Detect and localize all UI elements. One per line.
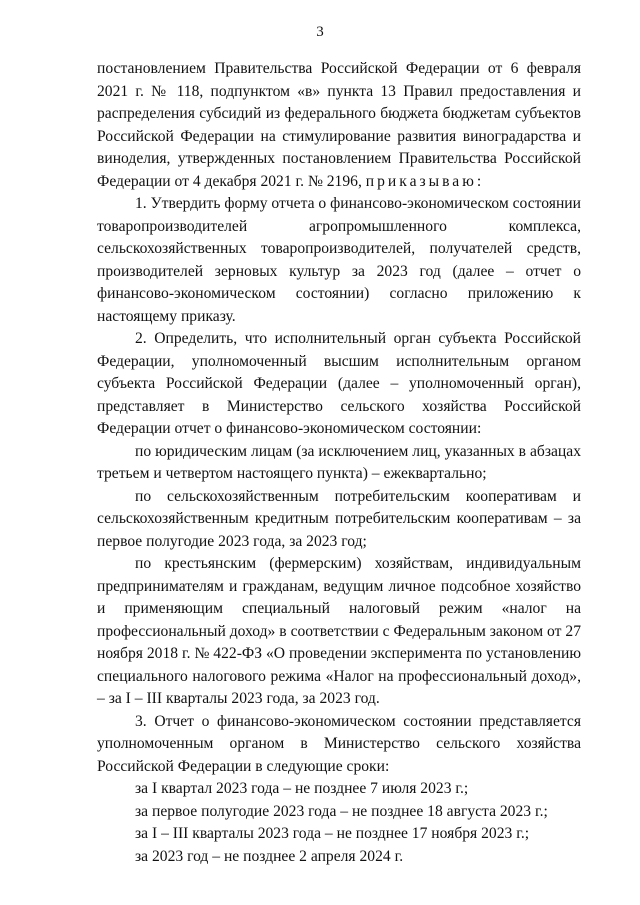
item-2-legal-entities: по юридическим лицам (за исключением лиц, указанных в абзацах третьем и четвертом настоящего пункта) – ежеквартально; — [97, 442, 581, 482]
item-2-cooperatives: по сельскохозяйственным потребительским кооперативам и сельскохозяйственным кредитным потребительским кооперативам – за первое полугодие 2023 года, за 2023 год; — [97, 487, 581, 550]
item-2-farms: по крестьянским (фермерским) хозяйствам, индивидуальным предпринимателям и гражданам, ведущим личное подсобное хозяйство и применяющим специальный налоговый режим «налог на профессиональный доход» в соответствии с Федеральным законом от 27 ноября 2018 г. № 422-ФЗ «О проведении эксперимента по установлению специального налогового режима «Налог на профессиональный доход», – за I – III кварталы 2023 года, за 2023 год. — [97, 555, 581, 707]
intro-text: постановлением Правительства Российской Федерации от 6 февраля 2021 г. № 118, подпунктом «в» пункта 13 Правил предоставления и распределения субсидий из федерального бюджета бюджетам субъектов Российской Федерации на стимулирование развития виноградарства и виноделия, утвержденных постановлением Правительства Российской Федерации от 4 декабря 2021 г. № 2196, — [97, 60, 581, 190]
deadline-q1-q3: за I – III кварталы 2023 года – не позднее 17 ноября 2023 г.; — [135, 825, 530, 842]
item-2-paragraph: 2. Определить, что исполнительный орган субъекта Российской Федерации, уполномоченный высшим исполнительным органом субъекта Российской Федерации (далее – уполномоченный орган), представляет в Министерство сельского хозяйства Российской Федерации отчет о финансово-экономическом состоянии: — [97, 330, 581, 437]
item-1-paragraph: 1. Утвердить форму отчета о финансово-экономическом состоянии товаропроизводителей агропромышленного комплекса, сельскохозяйственных товаропроизводителей, получателей средств, производителей зерновых культур за 2023 год (далее – отчет о финансово-экономическом состоянии) согласно приложению к настоящему приказу. — [97, 195, 581, 325]
deadline-q1: за I квартал 2023 года – не позднее 7 июля 2023 г.; — [135, 780, 469, 797]
order-word: приказываю: — [365, 172, 485, 190]
document-body — [97, 58, 581, 868]
item-3-paragraph: 3. Отчет о финансово-экономическом состоянии представляется уполномоченным органом в Министерство сельского хозяйства Российской Федерации в следующие сроки: — [97, 712, 581, 775]
deadline-year: за 2023 год – не позднее 2 апреля 2024 г. — [135, 847, 404, 865]
page-number: 3 — [316, 24, 324, 40]
deadline-half-year: за первое полугодие 2023 года – не позднее 18 августа 2023 г.; — [135, 802, 548, 820]
intro-paragraph — [97, 58, 581, 193]
